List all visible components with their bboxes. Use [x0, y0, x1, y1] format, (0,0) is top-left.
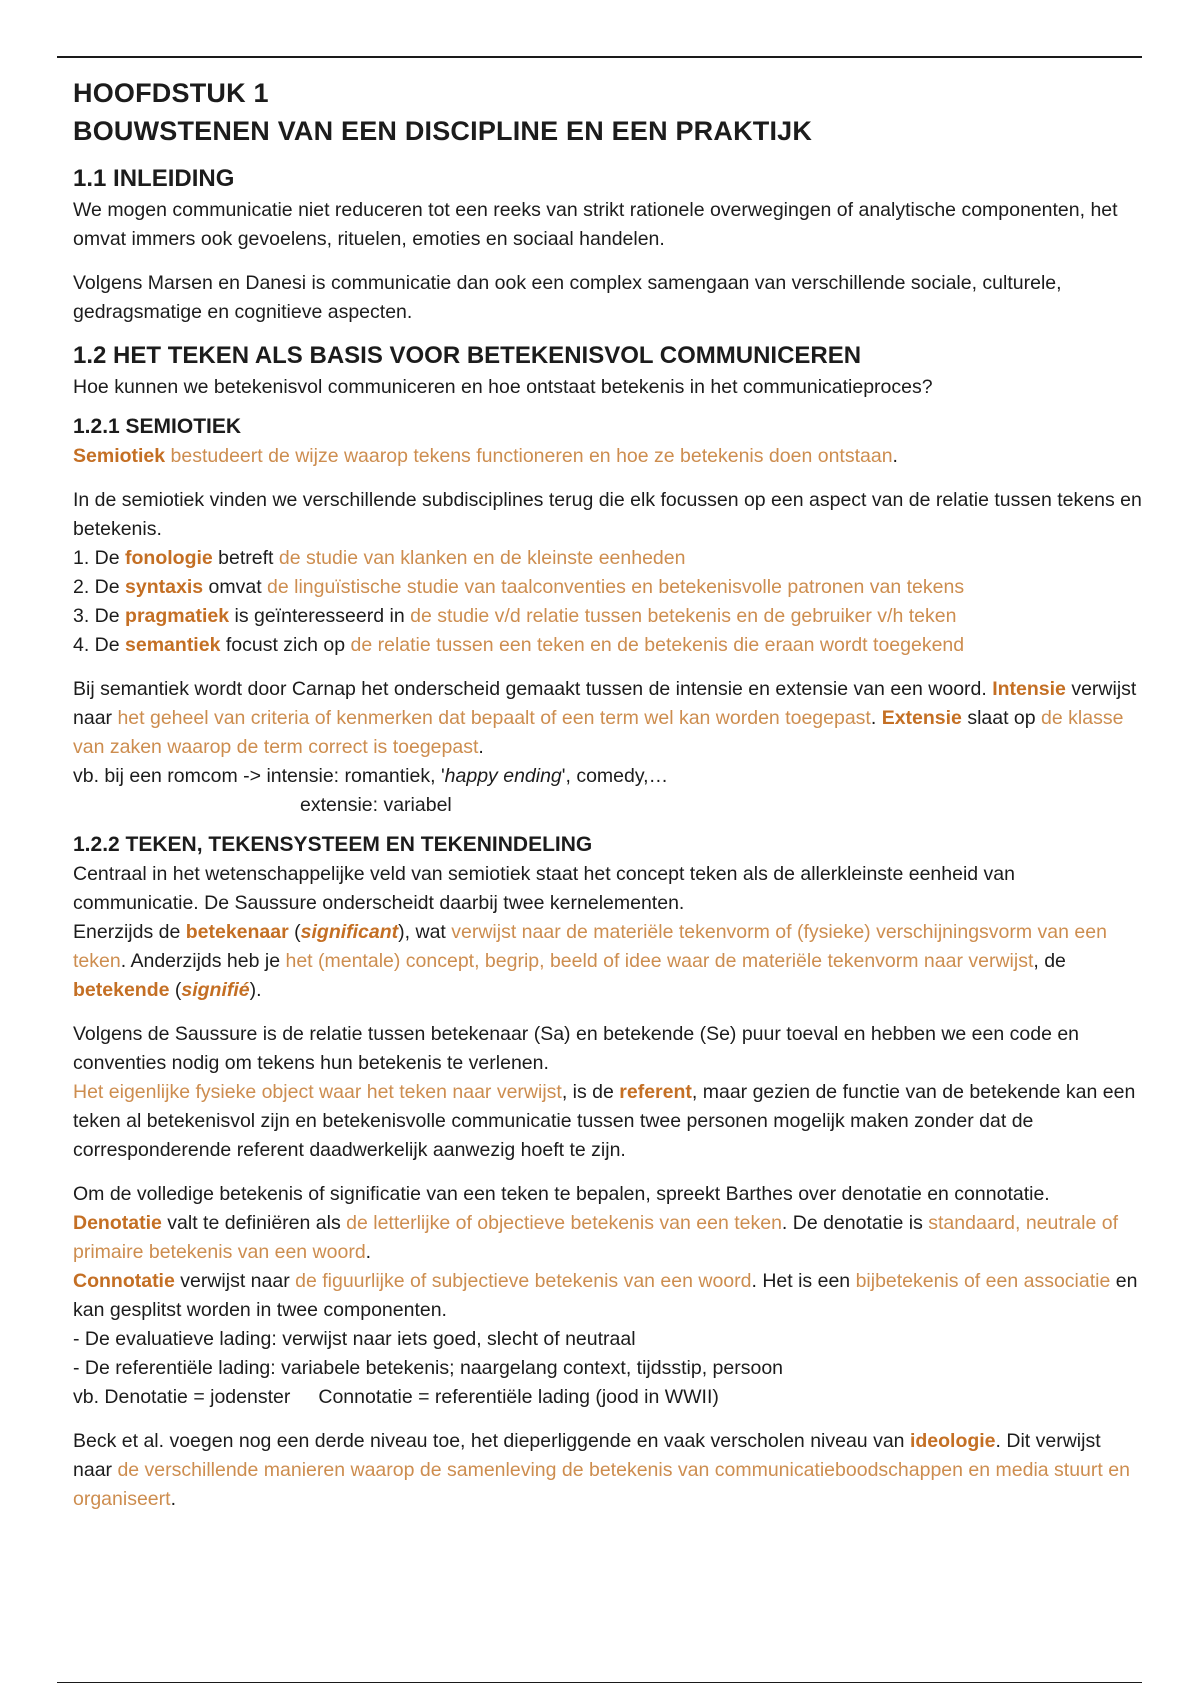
subdisciplines-intro: In de semiotiek vinden we verschillende subdisciplines terug die elk focussen op een aspect van de relatie tussen tekens en betekenis. — [73, 489, 1142, 540]
list-item: - De referentiële lading: variabele betekenis; naargelang context, tijdsstip, persoon — [73, 1357, 784, 1379]
term-significant: significant — [300, 921, 399, 943]
section-1-1-heading: 1.1 INLEIDING — [73, 165, 235, 192]
document-page — [73, 70, 1143, 1514]
term-denotatie: Denotatie — [73, 1212, 162, 1234]
term-ideologie: ideologie — [909, 1430, 996, 1452]
barthes-paragraph: Om de volledige betekenis of significatie van een teken te bepalen, spreekt Barthes over denotatie en connotatie. Denotatie valt te definiëren als de letterlijke of objectieve betekenis van een teken. De denotatie is standaard, neutrale of primaire betekenis van een woord. Connotatie verwijst naar de figuurlijke of subjectieve betekenis van een woord. Het is een bijbetekenis of een associatie en kan gesplitst worden in twee componenten. - De evaluatieve lading: verwijst naar iets goed, slecht of neutraal - De referentiële lading: variabele betekenis; naargelang context, tijdsstip, persoon vb. Denotatie = jodenster Connotatie = referentiële lading (jood in WWII) — [73, 1183, 1138, 1408]
term-semantiek: semantiek — [125, 634, 221, 656]
term-referent: referent — [619, 1081, 692, 1103]
term-extensie: Extensie — [881, 707, 962, 729]
list-item: 3. De pragmatiek is geïnteresseerd in de studie v/d relatie tussen betekenis en de gebruiker v/h teken — [73, 605, 957, 627]
saussure-paragraph: Volgens de Saussure is de relatie tussen betekenaar (Sa) en betekende (Se) puur toeval en hebben we een code en conventies nodig om tekens hun betekenis te verlenen. Het eigenlijke fysieke object waar het teken naar verwijst, is de referent, maar gezien de functie van de betekende kan een teken al betekenisvol zijn en betekenisvolle communicatie tussen twee personen mogelijk maken zonder dat de corresponderende referent daadwerkelijk aanwezig hoeft te zijn. — [73, 1023, 1136, 1161]
carnap-paragraph: Bij semantiek wordt door Carnap het onderscheid gemaakt tussen de intensie en extensie van een woord. Intensie verwijst naar het geheel van criteria of kenmerken dat bepaalt of een term wel kan worden toegepast. Extensie slaat op de klasse van zaken waarop de term correct is toegepast. vb. bij een romcom -> intensie: romantiek, 'happy ending', comedy,… extensie: variabel — [73, 675, 1143, 820]
list-item: 2. De syntaxis omvat de linguïstische studie van taalconventies en betekenisvolle patronen van tekens — [73, 576, 965, 598]
ideologie-paragraph: Beck et al. voegen nog een derde niveau toe, het dieperliggende en vaak verscholen niveau van ideologie. Dit verwijst naar de verschillende manieren waarop de samenleving de betekenis van communicatieboodschappen en media stuurt en organiseert. — [73, 1430, 1130, 1510]
list-item: - De evaluatieve lading: verwijst naar iets goed, slecht of neutraal — [73, 1328, 636, 1350]
term-signifie: signifié — [181, 979, 250, 1001]
list-item: 1. De fonologie betreft de studie van klanken en de kleinste eenheden — [73, 547, 686, 569]
teken-paragraph-1: Centraal in het wetenschappelijke veld van semiotiek staat het concept teken als de allerkleinste eenheid van communicatie. De Saussure onderscheidt daarbij twee kernelementen. Enerzijds de betekenaar (significant), wat verwijst naar de materiële tekenvorm of (fysieke) verschijningsvorm van een teken. Anderzijds heb je het (mentale) concept, begrip, beeld of idee waar de materiële tekenvorm naar verwijst, de betekende (signifié). — [73, 863, 1107, 1001]
section-1-2-question: Hoe kunnen we betekenisvol communiceren en hoe ontstaat betekenis in het communicatieproces? — [73, 376, 933, 398]
inleiding-paragraph-2: Volgens Marsen en Danesi is communicatie dan ook een complex samengaan van verschillende sociale, culturele, gedragsmatige en cognitieve aspecten. — [73, 272, 1062, 323]
top-rule — [57, 56, 1142, 58]
term-syntaxis: syntaxis — [125, 576, 204, 598]
term-semiotiek: Semiotiek — [73, 445, 166, 467]
list-item: 4. De semantiek focust zich op de relatie tussen een teken en de betekenis die eraan wordt toegekend — [73, 634, 965, 656]
chapter-title: BOUWSTENEN VAN EEN DISCIPLINE EN EEN PRAKTIJK — [73, 116, 813, 146]
semiotiek-definition: Semiotiek bestudeert de wijze waarop tekens functioneren en hoe ze betekenis doen ontstaan. — [73, 445, 898, 467]
term-fonologie: fonologie — [125, 547, 213, 569]
section-1-2-heading: 1.2 HET TEKEN ALS BASIS VOOR BETEKENISVOL COMMUNICEREN — [73, 342, 862, 369]
term-connotatie: Connotatie — [73, 1270, 175, 1292]
inleiding-paragraph-1: We mogen communicatie niet reduceren tot een reeks van strikt rationele overwegingen of analytische componenten, het omvat immers ook gevoelens, rituelen, emoties en sociaal handelen. — [73, 199, 1118, 250]
bottom-rule — [57, 1682, 1142, 1683]
extensie-example: extensie: variabel — [300, 794, 452, 816]
term-intensie: Intensie — [992, 678, 1066, 700]
section-1-2-2-heading: 1.2.2 TEKEN, TEKENSYSTEEM EN TEKENINDELING — [73, 833, 593, 856]
semiotiek-def: bestudeert de wijze waarop tekens functioneren en hoe ze betekenis doen ontstaan — [165, 445, 893, 467]
chapter-label: HOOFDSTUK 1 — [73, 78, 269, 108]
term-pragmatiek: pragmatiek — [125, 605, 230, 627]
term-betekende: betekende — [73, 979, 170, 1001]
section-1-2-1-heading: 1.2.1 SEMIOTIEK — [73, 415, 242, 438]
term-betekenaar: betekenaar — [185, 921, 289, 943]
